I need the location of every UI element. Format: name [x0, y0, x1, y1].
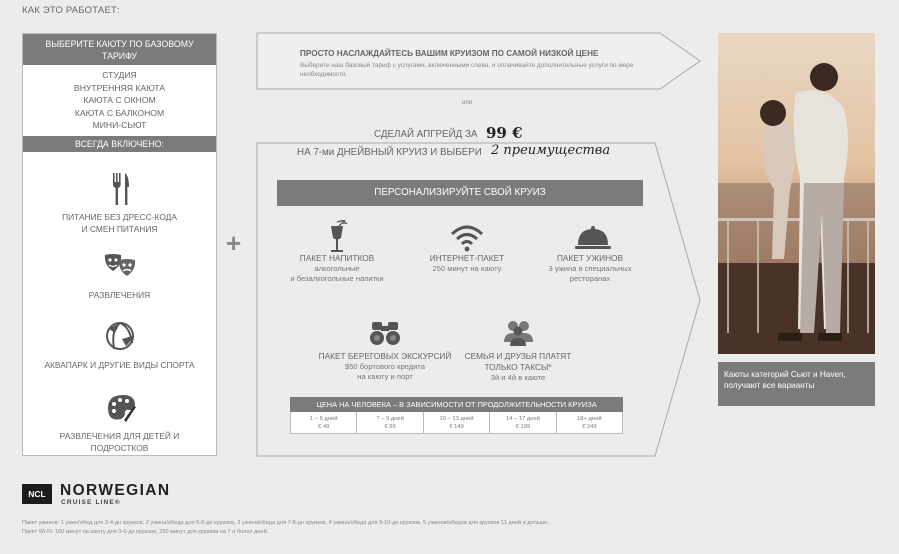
upgrade-perks: 2 преимущества	[491, 143, 611, 158]
perk-family	[447, 318, 589, 383]
perk-title: ПАКЕТ НАПИТКОВ	[299, 253, 375, 263]
price-value: € 99	[384, 424, 396, 430]
feature-label: РАЗВЛЕЧЕНИЯ	[88, 290, 151, 300]
couple-photo	[718, 33, 875, 354]
price-days: 18+ дней	[577, 416, 602, 422]
price-cell	[356, 412, 422, 433]
price-table	[290, 397, 623, 434]
photo-caption: Каюты категорий Сьют и Haven, получают все варианты	[718, 362, 875, 406]
perk-excursions	[305, 318, 465, 381]
perk-sub: и безалкогольные напитки	[290, 273, 384, 283]
cabin-item: КАЮТА С БАЛКОНОМ	[74, 107, 165, 118]
price-cell	[291, 412, 356, 433]
cabin-item: МИНИ-СЬЮТ	[92, 120, 147, 130]
perk-sub: алкогольные	[314, 264, 360, 273]
footnote-dining: Пакет ужинов: 1 ужин/обед для 3-4-дн круизов, 2 ужина/обеда для 5-6-дн круизов, 3 ужина/обеда для 7-8-дн круизов, 4 ужина/обеда для 9-10-дн круизов, 5 ужинов/обедов для круизов 11 дней и дольше.	[22, 520, 549, 526]
upgrade-line1: СДЕЛАЙ АПГРЕЙД ЗА	[374, 129, 478, 140]
price-cell	[489, 412, 555, 433]
price-days: 14 – 17 дней	[505, 416, 540, 422]
price-value: € 149	[449, 424, 464, 430]
upgrade-price: 99 €	[486, 124, 523, 142]
perk-internet	[407, 220, 527, 274]
cabin-item: КАЮТА С ОКНОМ	[83, 95, 156, 105]
choose-cabin-heading: ВЫБЕРИТЕ КАЮТУ ПО БАЗОВОМУ ТАРИФУ	[23, 34, 216, 65]
feature-label: АКВАПАРК И ДРУГИЕ ВИДЫ СПОРТА	[44, 360, 195, 370]
feature-label: РАЗВЛЕЧЕНИЯ ДЛЯ ДЕТЕЙ И ПОДРОСТКОВ	[59, 431, 180, 453]
cloche-icon	[573, 220, 607, 250]
perk-sub: 3й и 4й в каюте	[490, 373, 546, 382]
perk-sub: 3 ужина в специальных	[548, 264, 632, 273]
price-value: € 49	[318, 424, 330, 430]
price-cell	[556, 412, 622, 433]
cocktail-icon	[320, 220, 354, 250]
footnote-wifi: Пакет Wi-Fi: 100 минут на каюту для 3-6-дн круизов, 250 минут для круизов на 7 и более дней.	[22, 529, 269, 535]
perk-sub: ресторанах	[569, 273, 611, 283]
upgrade-line2: НА 7-ми ДНЕЙВНЫЙ КРУИЗ И ВЫБЕРИ	[297, 147, 482, 158]
logo-name: NORWEGIAN	[60, 482, 171, 499]
perk-title: ТОЛЬКО ТАКСЫ*	[484, 362, 552, 372]
plus-sign: +	[226, 228, 242, 258]
price-table-row	[290, 412, 623, 434]
perk-dining	[530, 220, 650, 283]
perk-drinks	[277, 220, 397, 283]
feature-label: ПИТАНИЕ БЕЗ ДРЕСС-КОДА И СМЕН ПИТАНИЯ	[62, 212, 177, 234]
perk-title: ПАКЕТ БЕРЕГОВЫХ ЭКСКУРСИЙ	[318, 351, 452, 361]
perk-title: ИНТЕРНЕТ-ПАКЕТ	[429, 253, 505, 263]
personalize-banner: ПЕРСОНАЛИЗИРУЙТЕ СВОЙ КРУИЗ	[277, 180, 643, 206]
page-title: КАК ЭТО РАБОТАЕТ:	[22, 5, 120, 16]
price-days: 1 – 6 дней	[309, 416, 338, 422]
perk-sub: на каюту и порт	[357, 371, 413, 381]
price-value: € 199	[515, 424, 531, 430]
people-icon	[501, 318, 535, 348]
perk-sub: 250 минут на каюту	[432, 264, 502, 273]
basic-option-subtitle: Выберите наш базовый тариф с услугами, включенными слева, и оплачивайте дополнительные услуги по мере необходимости.	[300, 62, 634, 78]
logo-subtitle: CRUISE LINE®	[61, 499, 121, 506]
cabin-item: СТУДИЯ	[102, 70, 137, 80]
price-table-header: ЦЕНА НА ЧЕЛОВЕКА – В ЗАВИСИМОСТИ ОТ ПРОДОЛЖИТЕЛЬНОСТИ КРУИЗА	[290, 397, 623, 412]
price-days: 7 – 9 дней	[376, 416, 404, 422]
perk-sub: $50 бортового кредита	[344, 362, 426, 371]
binoculars-icon	[368, 318, 402, 348]
perk-title: СЕМЬЯ И ДРУЗЬЯ ПЛАТЯТ	[464, 351, 572, 361]
cabin-item: ВНУТРЕННЯЯ КАЮТА	[74, 82, 165, 93]
always-included-heading: ВСЕГДА ВКЛЮЧЕНО:	[23, 136, 216, 152]
basic-option-title: ПРОСТО НАСЛАЖДАЙТЕСЬ ВАШИМ КРУИЗОМ ПО САМОЙ НИЗКОЙ ЦЕНЕ	[300, 49, 599, 58]
perk-title: ПАКЕТ УЖИНОВ	[556, 253, 624, 263]
wifi-icon	[450, 220, 484, 250]
price-cell	[423, 412, 489, 433]
ncl-logo-mark: NCL	[22, 484, 52, 504]
or-divider: или	[462, 100, 473, 106]
price-days: 10 – 13 дней	[439, 416, 474, 422]
price-value: € 249	[582, 424, 597, 430]
